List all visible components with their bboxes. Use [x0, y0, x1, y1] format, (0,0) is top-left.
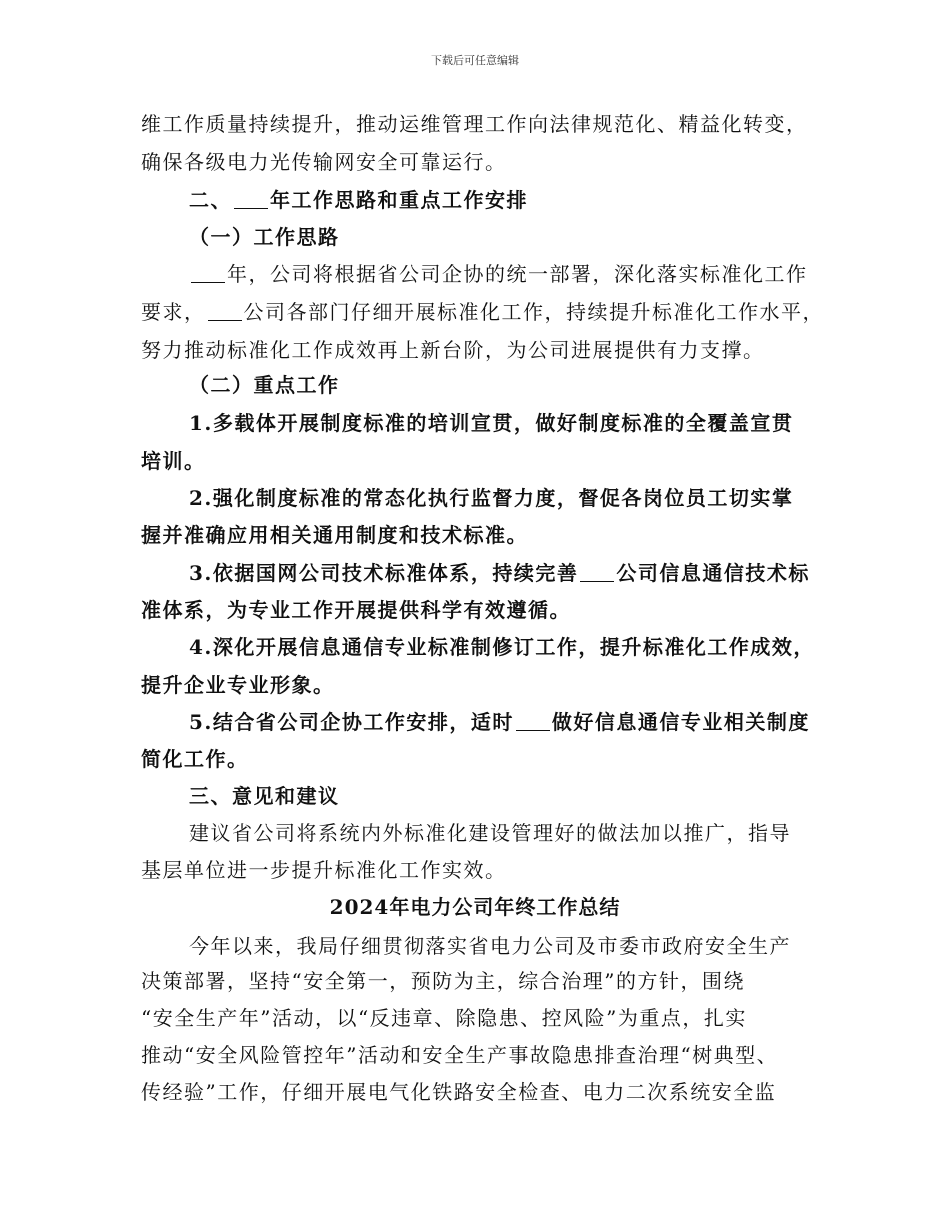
heading-prefix: 二、 — [189, 188, 232, 212]
list-item-2: 2.强化制度标准的常态化执行监督力度，督促各岗位员工切实掌 — [189, 486, 794, 510]
blank-underline — [580, 561, 614, 582]
blank-underline — [208, 300, 242, 321]
list-item-3 — [189, 559, 810, 587]
line-text: 要求， — [141, 300, 206, 324]
line-text: 年，公司将根据省公司企协的统一部署，深化落实标准化工作 — [227, 262, 808, 286]
list-item-3-cont: 准体系，为专业工作开展提供科学有效遵循。 — [141, 598, 571, 622]
paragraph-line: 建议省公司将系统内外标准化建设管理好的做法加以推广，指导 — [189, 821, 791, 845]
paragraph-line: 推动“安全风险管控年”活动和安全生产事故隐患排查治理“树典型、 — [141, 1043, 779, 1067]
line-text: 做好信息通信专业相关制度 — [551, 710, 810, 734]
list-item-4: 4.深化开展信息通信专业标准制修订工作，提升标准化工作成效， — [189, 635, 815, 659]
section-heading-3: 三、意见和建议 — [189, 784, 340, 808]
list-item-5 — [189, 708, 810, 736]
heading-text: 年工作思路和重点工作安排 — [270, 188, 528, 212]
paragraph-line: 今年以来，我局仔细贯彻落实省电力公司及市委市政府安全生产 — [189, 934, 791, 958]
paragraph-line: 确保各级电力光传输网安全可靠运行。 — [141, 150, 507, 174]
line-text: 公司各部门仔细开展标准化工作，持续提升标准化工作水平， — [243, 300, 824, 324]
list-item-2-cont: 握并准确应用相关通用制度和技术标准。 — [141, 523, 528, 547]
subheading-approach: （一）工作思路 — [189, 225, 340, 249]
list-item-1-cont: 培训。 — [141, 449, 206, 473]
document-title: 2024年电力公司年终工作总结 — [329, 895, 621, 919]
paragraph-line: 决策部署，坚持“安全第一，预防为主，综合治理”的方针，围绕 — [141, 969, 745, 993]
subheading-key-work: （二）重点工作 — [189, 373, 340, 397]
list-item-5-cont: 简化工作。 — [141, 747, 249, 771]
line-text: 公司信息通信技术标 — [616, 561, 810, 585]
paragraph-line — [189, 260, 808, 288]
page-header: 下载后可任意编辑 — [431, 54, 519, 67]
list-item-4-cont: 提升企业专业形象。 — [141, 673, 335, 697]
line-text: 3.依据国网公司技术标准体系，持续完善 — [189, 561, 579, 585]
paragraph-line: 维工作质量持续提升，推动运维管理工作向法律规范化、精益化转变， — [141, 112, 808, 136]
paragraph-line: 努力推动标准化工作成效再上新台阶，为公司进展提供有力支撑。 — [141, 338, 765, 362]
paragraph-line: 基层单位进一步提升标准化工作实效。 — [141, 858, 507, 882]
list-item-1: 1.多载体开展制度标准的培训宣贯，做好制度标准的全覆盖宣贯 — [189, 411, 794, 435]
line-text: 5.结合省公司企协工作安排，适时 — [189, 710, 514, 734]
blank-underline — [191, 262, 225, 283]
paragraph-line: 传经验”工作，仔细开展电气化铁路安全检查、电力二次系统安全监 — [141, 1080, 777, 1104]
paragraph-line — [141, 298, 824, 326]
paragraph-line: “安全生产年”活动，以“反违章、除隐患、控风险”为重点，扎实 — [141, 1006, 747, 1030]
blank-underline — [516, 710, 550, 731]
blank-underline — [234, 188, 268, 209]
section-heading-2 — [189, 186, 528, 214]
